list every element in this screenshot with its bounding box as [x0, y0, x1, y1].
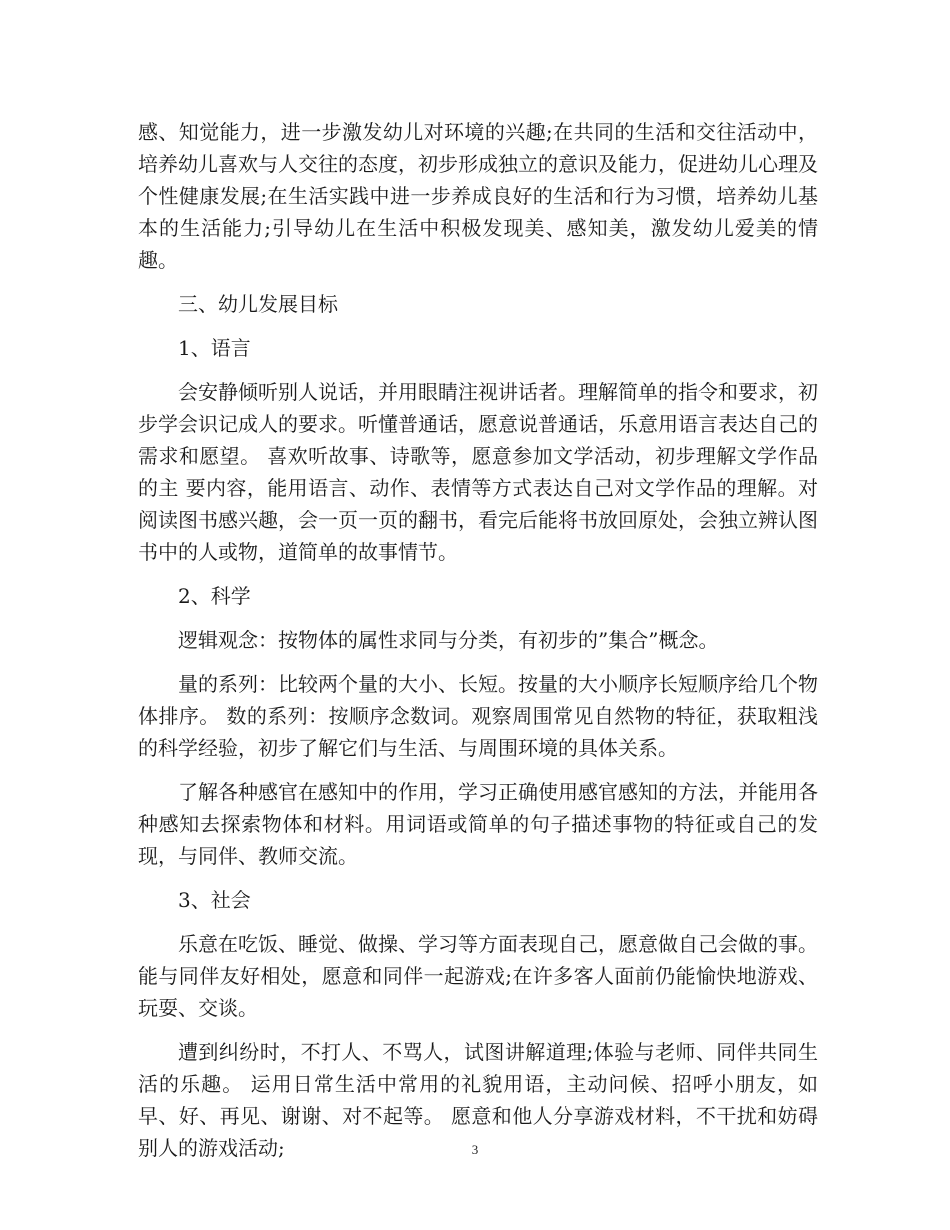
paragraph-continuation: 感、知觉能力，进一步激发幼儿对环境的兴趣;在共同的生活和交往活动中，培养幼儿喜欢与人交往的态度，初步形成独立的意识及能力，促进幼儿心理及个性健康发展;在生活实践中进一步养成良好的生活和行为习惯，培养幼儿基本的生活能力;引导幼儿在生活中积极发现美、感知美，激发幼儿爱美的情趣。: [138, 120, 818, 272]
paragraph-conflict-courtesy: 遭到纠纷时，不打人、不骂人，试图讲解道理;体验与老师、同伴共同生活的乐趣。 运用日常生活中常用的礼貌用语，主动问候、招呼小朋友，如早、好、再见、谢谢、对不起等。 愿意和他人分享游戏材料，不干扰和妨碍别人的游戏活动;: [138, 1040, 818, 1160]
paragraph-logic-concept: 逻辑观念：按物体的属性求同与分类，有初步的”集合”概念。: [178, 628, 719, 652]
section-heading-development-goals: 三、幼儿发展目标: [178, 292, 338, 316]
subheading-language: 1、语言: [178, 336, 251, 360]
page-number: 3: [471, 1142, 479, 1157]
document-body: [138, 116, 818, 1176]
subheading-society: 3、社会: [178, 888, 251, 912]
subheading-science: 2、科学: [178, 584, 251, 608]
paragraph-social-expression: 乐意在吃饭、睡觉、做操、学习等方面表现自己，愿意做自己会做的事。能与同伴友好相处，愿意和同伴一起游戏;在许多客人面前仍能愉快地游戏、玩耍、交谈。: [138, 932, 818, 1020]
paragraph-quantity-series: 量的系列：比较两个量的大小、长短。按量的大小顺序长短顺序给几个物体排序。 数的系列：按顺序念数词。观察周围常见自然物的特征，获取粗浅的科学经验，初步了解它们与生活、与周围环境的具体关系。: [138, 672, 818, 760]
paragraph-language: 会安静倾听别人说话，并用眼睛注视讲话者。理解简单的指令和要求，初步学会识记成人的要求。听懂普通话，愿意说普通话，乐意用语言表达自己的需求和愿望。 喜欢听故事、诗歌等，愿意参加文学活动，初步理解文学作品的主 要内容，能用语言、动作、表情等方式表达自己对文学作品的理解。对阅读图书感兴趣，会一页一页的翻书，看完后能将书放回原处，会独立辨认图书中的人或物，道简单的故事情节。: [138, 380, 818, 564]
paragraph-senses: 了解各种感官在感知中的作用，学习正确使用感官感知的方法，并能用各种感知去探索物体和材料。用词语或简单的句子描述事物的特征或自己的发现，与同伴、教师交流。: [138, 780, 818, 868]
